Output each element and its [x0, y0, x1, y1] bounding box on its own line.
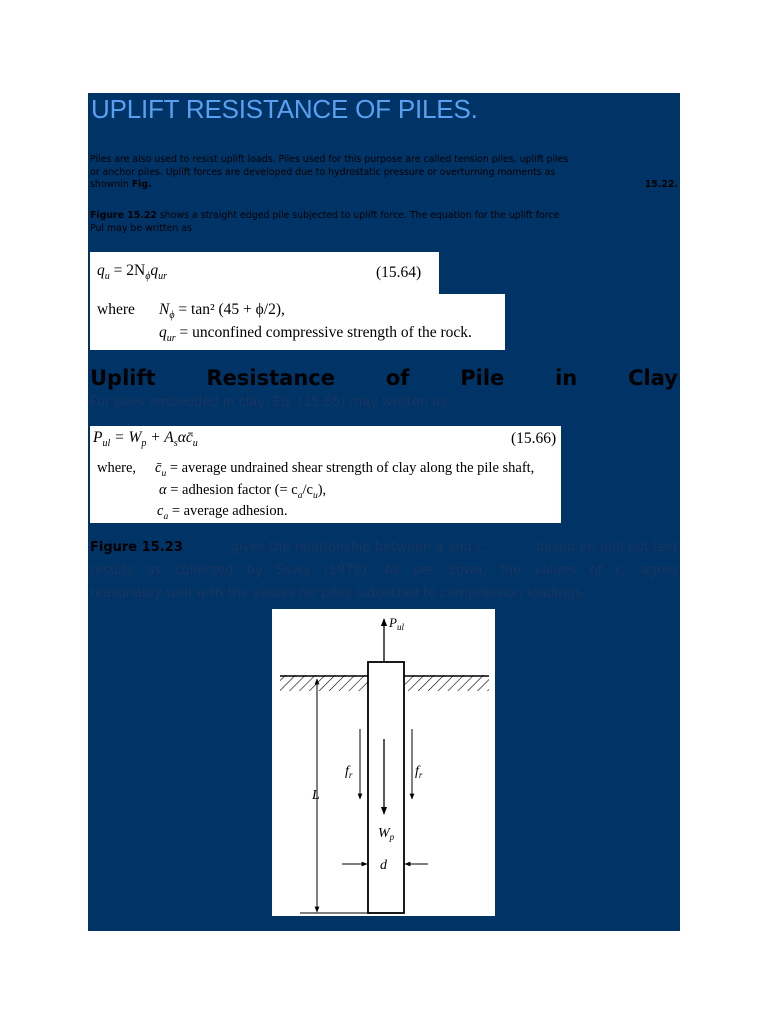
equation-symbol: q — [150, 262, 159, 279]
definition-text: = adhesion factor (= c — [170, 482, 298, 498]
equation-number: (15.64) — [376, 264, 422, 281]
pile-uplift-figure — [272, 609, 495, 916]
paragraph-line: or anchor piles. Uplift forces are developed due to hydrostatic pressure or overturning moments as — [90, 166, 556, 178]
definition-c-a — [157, 503, 287, 522]
text-fragment: gives the relationship between a and c — [230, 540, 484, 555]
text-word: Sowa, — [447, 563, 487, 579]
text-word: Sowa — [275, 563, 311, 579]
equation-subscript: ul — [102, 438, 111, 450]
equation-symbol: q — [159, 324, 167, 341]
text-word: values — [534, 563, 577, 579]
definition-q-ur — [159, 324, 472, 344]
pile-diagram — [272, 609, 495, 916]
definition-n-phi — [159, 301, 285, 321]
equation-15-64 — [97, 262, 167, 282]
equation-term: + A — [150, 429, 174, 446]
definition-text: = unconfined compressive strength of the rock. — [179, 324, 472, 341]
label-p-ul: $P_{ul}$ — [389, 615, 404, 632]
section-heading-uplift-clay — [90, 365, 678, 391]
equation-symbol: q — [97, 262, 105, 279]
text-fragment: based on pull out test — [536, 540, 678, 555]
text-word: results — [90, 563, 134, 579]
equation-subscript: u — [312, 490, 318, 501]
spacer — [152, 179, 645, 192]
paragraph-line: Piles are also used to resist uplift loads. Piles used for this purpose are called tension piles, uplift piles — [90, 154, 569, 165]
equation-symbol: P — [93, 429, 103, 446]
equation-subscript: u — [161, 468, 167, 479]
equation-subscript: a — [163, 511, 169, 522]
text-word: of — [589, 563, 603, 579]
text-word: the — [499, 563, 522, 579]
paragraph-uplift-loads — [90, 154, 678, 192]
paragraph-sowa — [90, 539, 678, 604]
paragraph-line — [90, 539, 678, 562]
equation-subscript: ur — [166, 333, 176, 345]
equation-number: (15.66) — [511, 430, 557, 447]
ground-hatch-right — [404, 675, 489, 691]
heading-word: Uplift — [90, 366, 156, 390]
definition-text: = average adhesion. — [171, 503, 288, 519]
equation-subscript: u — [104, 271, 110, 283]
paragraph-line — [90, 562, 678, 585]
equation-term: = 2N — [113, 262, 146, 279]
label-weight: $W_p$ — [378, 826, 395, 842]
label-diameter: d — [380, 858, 387, 873]
text-word: (1970). — [323, 563, 371, 579]
text-word: as — [146, 563, 162, 579]
definition-text: = average undrained shear strength of clay along the pile shaft, — [169, 460, 535, 476]
equation-subscript: p — [141, 438, 147, 450]
figure-reference: 15.22. — [644, 179, 678, 190]
label-fr-left: $f_r$ — [345, 764, 353, 780]
equation-symbol: c̄ — [155, 460, 162, 476]
text-fragment — [231, 539, 489, 562]
label-fr-right: $f_r$ — [415, 764, 423, 780]
heading-word: in — [555, 366, 578, 390]
text-fragment — [120, 179, 151, 192]
text-fragment: shows a straight edged pile subjected to uplift force. The equation for the uplift force — [156, 210, 560, 221]
definition-text: /c — [302, 482, 313, 498]
definition-alpha — [159, 482, 326, 501]
figure-reference: Fig. — [131, 179, 152, 190]
equation-subscript: u — [192, 438, 198, 450]
figure-reference: Figure 15.22 — [90, 210, 157, 221]
definition-c-u — [155, 460, 534, 479]
text-word: collected — [174, 563, 234, 579]
paragraph-straight-pile — [90, 210, 678, 235]
equation-symbol: c — [157, 503, 164, 519]
equation-symbol: N — [159, 301, 170, 318]
equation-subscript: ur — [158, 271, 168, 283]
equation-subscript: a — [297, 490, 303, 501]
heading-word: Clay — [628, 366, 678, 390]
paragraph-line: Pul may be written as — [90, 222, 192, 234]
equation-subscript: ϕ — [145, 271, 151, 283]
paragraph-line: reasonably well with the values for piles subjected to compression loadings. — [90, 586, 586, 602]
text-word: c — [615, 563, 623, 579]
paragraph-line — [90, 210, 678, 223]
heading-word: Pile — [460, 366, 505, 390]
definition-text: = tan² (45 + ϕ/2), — [178, 301, 285, 318]
equation-term: = W — [114, 429, 142, 446]
equation-15-66 — [93, 429, 198, 449]
equation-term: αc̄ — [177, 429, 193, 446]
text-subscript: u — [483, 547, 489, 557]
text-word: agree — [640, 563, 678, 579]
ground-hatch-left — [280, 675, 368, 691]
definition-text: ), — [317, 482, 327, 498]
pile-shaft — [368, 662, 404, 913]
text-fragment: shown — [90, 179, 121, 190]
intro-text: For piles embedded in clay, Eq. (15.65) may written as — [90, 395, 447, 410]
text-word: by — [246, 563, 263, 579]
figure-reference: Figure 15.23 — [90, 540, 183, 555]
text-fragment: in — [120, 179, 129, 190]
label-length: L — [312, 788, 320, 803]
equation-subscript: s — [173, 438, 178, 450]
equation-symbol: α — [159, 482, 167, 498]
where-label: where, — [97, 460, 137, 476]
paragraph-line — [90, 179, 678, 192]
section-title: UPLIFT RESISTANCE OF PILES. — [91, 94, 478, 124]
heading-word: of — [385, 366, 410, 390]
text-subscript: a — [622, 570, 628, 580]
equation-subscript: ϕ — [169, 310, 175, 322]
where-label: where — [97, 301, 135, 318]
text-word: As — [384, 563, 400, 579]
heading-word: Resistance — [206, 366, 335, 390]
text-word — [615, 562, 627, 585]
text-word: per — [412, 563, 435, 579]
